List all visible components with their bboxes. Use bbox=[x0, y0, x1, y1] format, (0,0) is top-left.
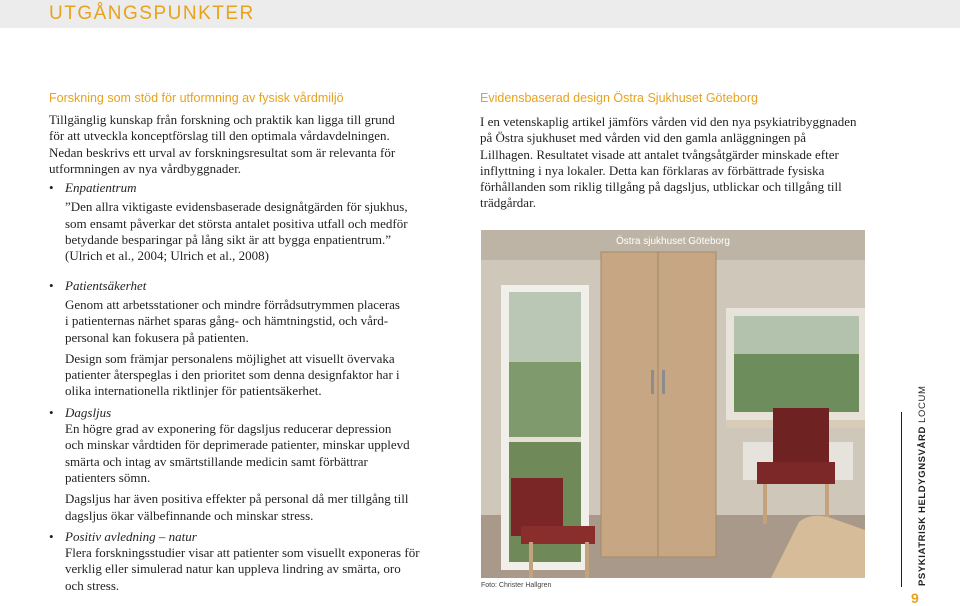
photo-caption: Östra sjukhuset Göteborg bbox=[616, 236, 730, 247]
bullet-line: olika internationella riktlinjer för patientsäkerhet. bbox=[65, 383, 322, 399]
intro-line: Tillgänglig kunskap från forskning och praktik kan ligga till grund bbox=[49, 112, 395, 127]
bullet-line: personal kan fokusera på patienten. bbox=[65, 329, 249, 345]
right-section-heading: Evidensbaserad design Östra Sjukhuset Göteborg bbox=[480, 91, 758, 105]
bullet-line: dagsljus ökar välbefinnande och minskar stress. bbox=[65, 507, 314, 523]
bullet-patientsakerhet bbox=[49, 278, 439, 400]
article-line: förhållanden som riklig tillgång på dagsljus, utblickar och tillgång till bbox=[480, 179, 842, 195]
bullet-line: ”Den allra viktigaste evidensbaserade designåtgärden för sjukhus, bbox=[65, 199, 408, 215]
publication-label bbox=[917, 386, 928, 586]
bullet-dagsljus bbox=[49, 405, 439, 524]
bullet-line: patienter återspeglas i den prioritet som denna designfaktor har i bbox=[65, 367, 400, 383]
bullet-line: betydande besparingar på lång sikt är att bygga enpatientrum.” bbox=[65, 232, 391, 248]
bullet-line: smärta och intag av smärtstillande medicin samt förbättrar bbox=[65, 453, 368, 469]
chapter-title: UTGÅNGSPUNKTER bbox=[49, 3, 255, 24]
bullet-line: patienters sömn. bbox=[65, 469, 151, 485]
sidebar-divider bbox=[901, 412, 902, 587]
bullet-line: och stress. bbox=[65, 577, 120, 593]
bullet-line: Genom att arbetsstationer och mindre förrådsutrymmen placeras bbox=[65, 296, 400, 312]
intro-line: Nedan beskrivs ett urval av forskningsresultat som är relevanta för bbox=[49, 144, 396, 160]
publisher-name: LOCUM bbox=[917, 385, 928, 423]
article-line: inflyttning i nya lokaler. Detta kan förklaras av förbättrade fysiska bbox=[480, 162, 825, 178]
bullet-line: Design som främjar personalens möjlighet att visuellt övervaka bbox=[65, 350, 395, 366]
left-column bbox=[49, 112, 439, 594]
article-line: trädgårdar. bbox=[480, 195, 536, 211]
photo-credit: Foto: Christer Hallgren bbox=[481, 582, 552, 589]
bullet-line: som ensamt påverkar det största antalet positiva utfall och medför bbox=[65, 215, 408, 231]
bullet-line: Dagsljus har även positiva effekter på personal då mer tillgång till bbox=[65, 491, 409, 507]
page-number: 9 bbox=[911, 590, 919, 606]
bullet-line: Flera forskningsstudier visar att patienter som visuellt exponeras för bbox=[65, 545, 420, 561]
bullet-title: • Patientsäkerhet bbox=[65, 277, 147, 293]
bullet-line: En högre grad av exponering för dagsljus reducerar depression bbox=[65, 421, 392, 437]
bullet-line: i patienternas närhet sparas gång- och hämtningstid, och vård- bbox=[65, 313, 389, 329]
left-section-heading: Forskning som stöd för utformning av fysisk vårdmiljö bbox=[49, 91, 344, 105]
bullet-line: (Ulrich et al., 2004; Ulrich et al., 2008) bbox=[65, 248, 269, 264]
bullet-positiv-avledning bbox=[49, 529, 439, 594]
bullet-title: • Enpatientrum bbox=[65, 180, 137, 196]
bullet-line: och minskar vårdtiden för deprimerade patienter, minskar upplevd bbox=[65, 437, 410, 453]
publication-title: PSYKIATRISK HELDYGNSVÅRD bbox=[917, 426, 928, 586]
page-banner bbox=[0, 0, 960, 28]
article-line: på Östra sjukhuset med vården vid den gamla anläggningen på bbox=[480, 130, 806, 146]
bullet-enpatientrum bbox=[49, 180, 439, 264]
bullet-title: • Dagsljus bbox=[65, 404, 112, 420]
room-photo bbox=[481, 230, 865, 578]
right-column bbox=[480, 114, 880, 212]
bullet-line: verklig eller simulerad natur kan uppleva lindring av smärta, oro bbox=[65, 561, 401, 577]
room-illustration bbox=[481, 230, 865, 578]
intro-line: för att utveckla konceptförslag till den optimala vårdavdelningen. bbox=[49, 128, 390, 144]
intro-line: utformningen av nya vårdbyggnader. bbox=[49, 160, 242, 176]
bullet-title: • Positiv avledning – natur bbox=[65, 528, 197, 544]
article-line: Lillhagen. Resultatet visade att antalet tvångsåtgärder minskade efter bbox=[480, 146, 839, 162]
article-line: I en vetenskaplig artikel jämförs vården vid den nya psykiatribyggnaden bbox=[480, 114, 857, 129]
